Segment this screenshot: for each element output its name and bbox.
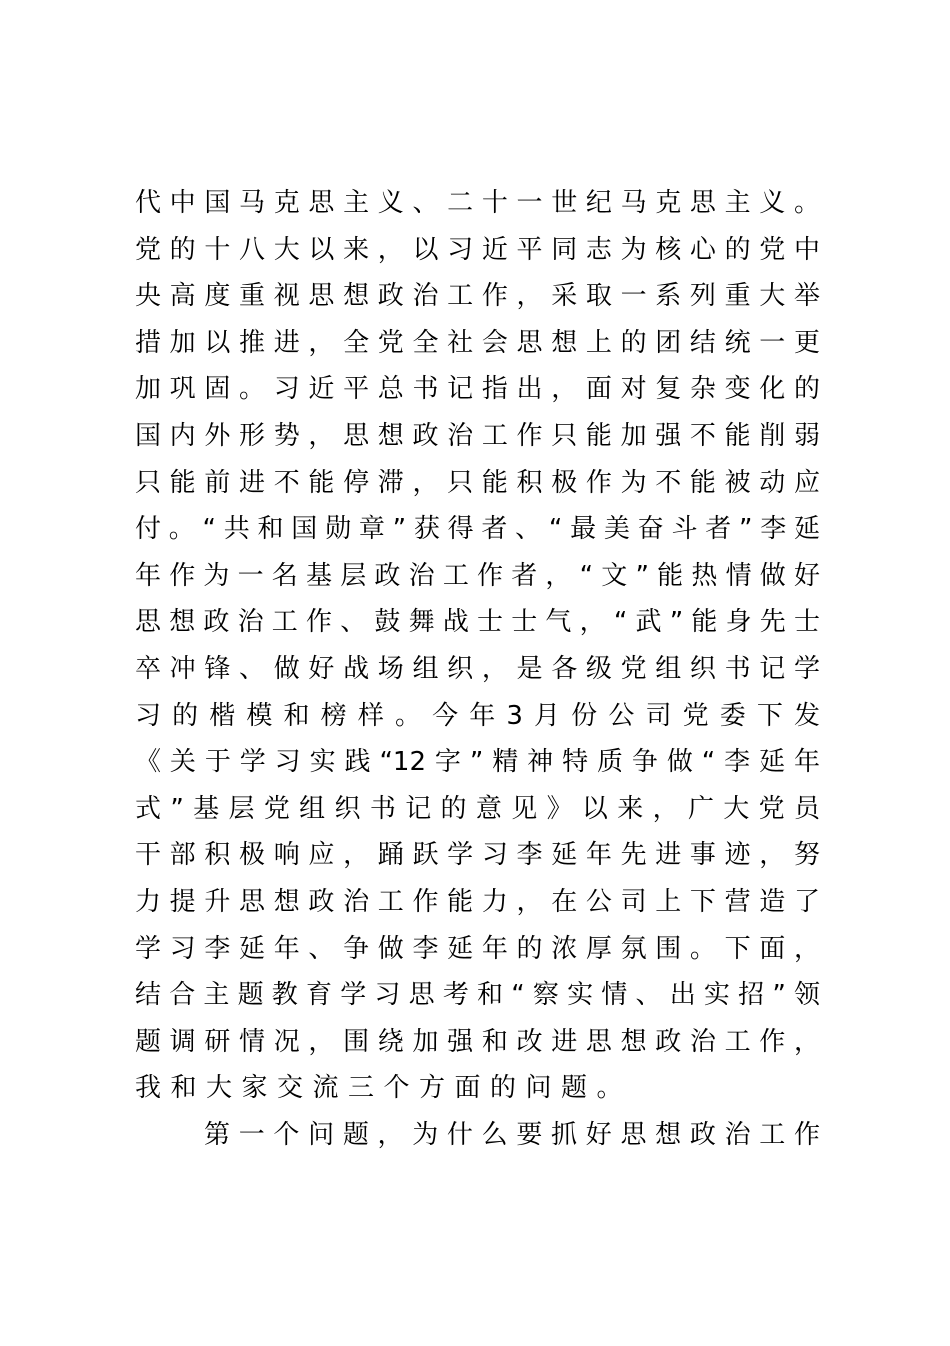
text-line: 题调研情况，围绕加强和改进思想政治工作， [135,1026,820,1057]
text-line: 习的楷模和榜样。今年3月份公司党委下发 [135,700,820,731]
body-text [135,180,820,1158]
text-line: 付。“共和国勋章”获得者、“最美奋斗者”李延 [135,514,820,545]
text-line: 国内外形势，思想政治工作只能加强不能削弱 [135,420,820,451]
text-line: 年作为一名基层政治工作者，“文”能热情做好 [135,560,820,591]
text-line: 思想政治工作、鼓舞战士士气，“武”能身先士 [135,607,820,638]
text-line: 代中国马克思主义、二十一世纪马克思主义。 [135,188,820,218]
section-heading-line: 第一个问题，为什么要抓好思想政治工作 [204,1119,820,1150]
text-line: 加巩固。习近平总书记指出，面对复杂变化的 [135,374,820,405]
text-line: 力提升思想政治工作能力，在公司上下营造了 [135,886,820,917]
text-line: 党的十八大以来，以习近平同志为核心的党中 [135,234,820,265]
text-line: 式”基层党组织书记的意见》以来，广大党员 [135,793,820,824]
paragraph-end-line: 我和大家交流三个方面的问题。 [135,1073,633,1104]
text-line: 只能前进不能停滞，只能积极作为不能被动应 [135,467,820,498]
text-line: 央高度重视思想政治工作，采取一系列重大举 [135,281,820,312]
text-line: 《关于学习实践“12字”精神特质争做“李延年 [135,747,820,778]
text-line: 措加以推进，全党全社会思想上的团结统一更 [135,327,820,358]
text-line: 学习李延年、争做李延年的浓厚氛围。下面， [135,933,820,964]
text-line: 卒冲锋、做好战场组织，是各级党组织书记学 [135,653,820,684]
text-line: 结合主题教育学习思考和“察实情、出实招”领 [135,980,820,1011]
text-line: 干部积极响应，踊跃学习李延年先进事迹，努 [135,840,820,871]
